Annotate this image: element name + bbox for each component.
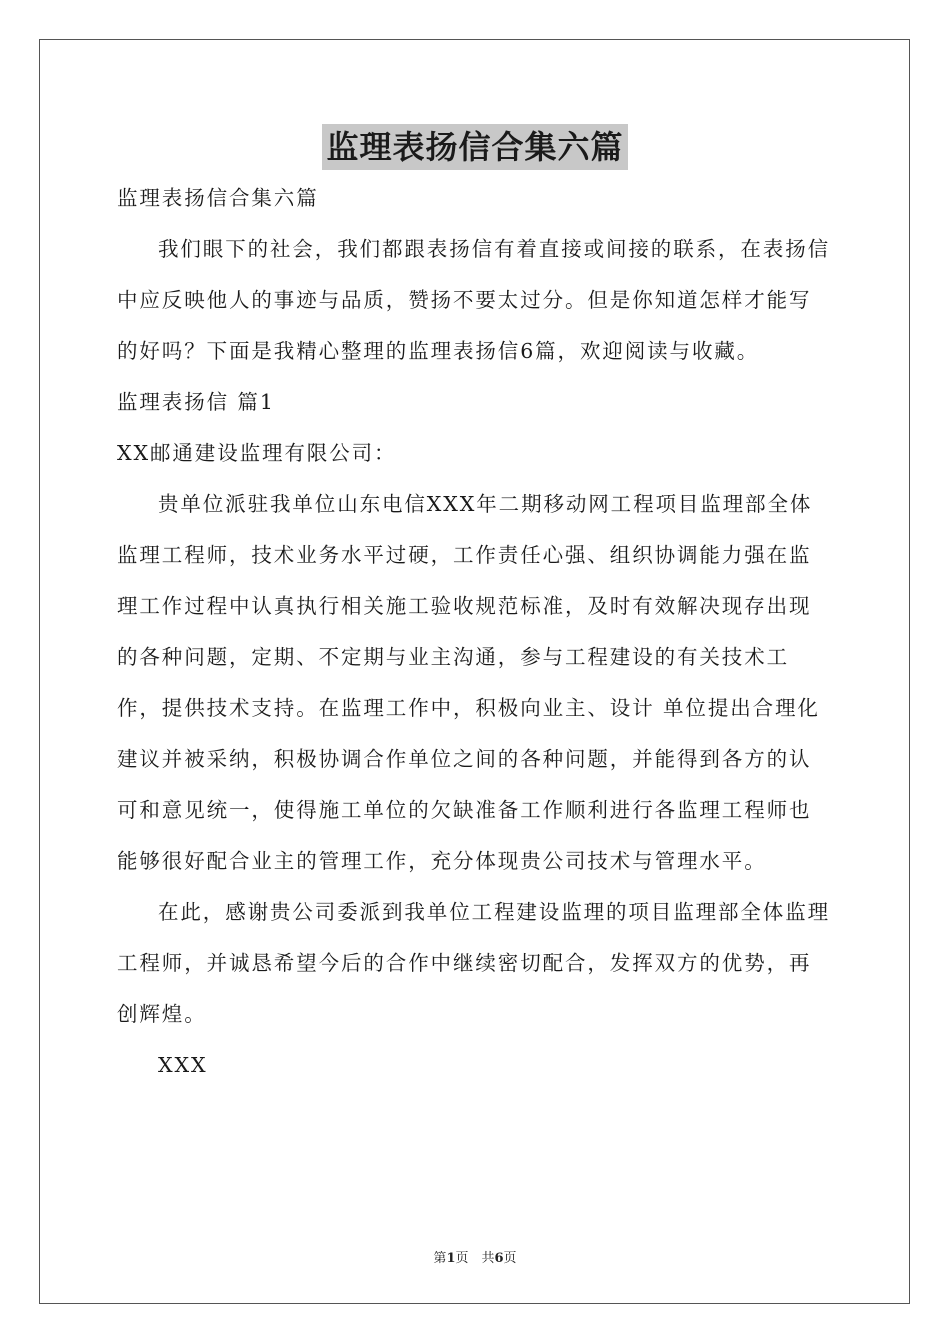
body-paragraph-2: 在此，感谢贵公司委派到我单位工程建设监理的项目监理部全体监理工程师，并诚恳希望今后的合作中继续密切配合，发挥双方的优势，再创辉煌。	[117, 900, 830, 1026]
page-footer	[0, 1247, 950, 1266]
footer-total-pages: 6	[494, 1251, 504, 1266]
title-container	[0, 124, 950, 170]
subtitle-line: 监理表扬信合集六篇	[117, 186, 319, 210]
footer-mid: 页 共	[455, 1251, 495, 1266]
document-title: 监理表扬信合集六篇	[322, 124, 627, 170]
signature: XXX	[158, 1053, 208, 1077]
footer-page-number: 1	[446, 1251, 456, 1266]
document-body	[117, 173, 833, 1091]
body-paragraph-1: 贵单位派驻我单位山东电信XXX年二期移动网工程项目监理部全体监理工程师，技术业务水平过硬，工作责任心强、组织协调能力强在监理工作过程中认真执行相关施工验收规范标准，及时有效解决现存出现的各种问题，定期、不定期与业主沟通，参与工程建设的有关技术工作，提供技术支持。在监理工作中，积极向业主、设计 单位提出合理化建议并被采纳，积极协调合作单位之间的各种问题，并能得到各方的认可和意见统一，使得施工单位的欠缺准备工作顺利进行各监理工程师也能够很好配合业主的管理工作，充分体现贵公司技术与管理水平。	[117, 492, 820, 873]
footer-suffix: 页	[503, 1251, 517, 1266]
footer-prefix: 第	[433, 1251, 447, 1266]
section-heading: 监理表扬信 篇1	[117, 390, 275, 414]
salutation: XX邮通建设监理有限公司：	[117, 441, 397, 465]
intro-paragraph: 我们眼下的社会，我们都跟表扬信有着直接或间接的联系，在表扬信中应反映他人的事迹与品质，赞扬不要太过分。但是你知道怎样才能写的好吗？下面是我精心整理的监理表扬信6篇，欢迎阅读与收藏。	[117, 237, 830, 363]
